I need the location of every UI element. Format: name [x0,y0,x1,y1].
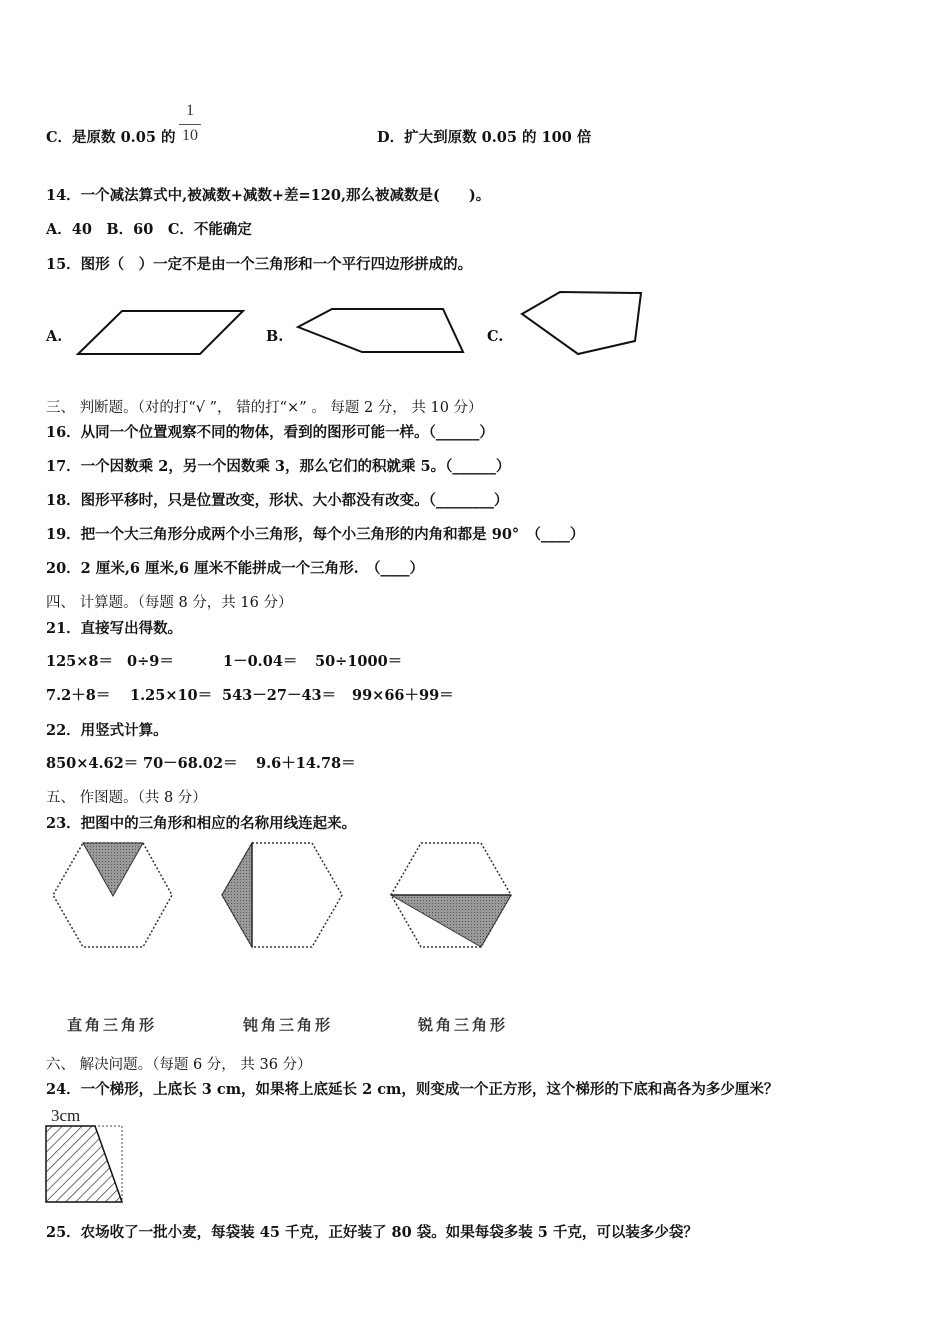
calc-item: 70－68.02＝ [143,755,238,772]
q17: 17．一个因数乘 2，另一个因数乘 3，那么它们的积就乘 5。（______） [46,458,511,475]
section4-heading: 四、 计算题。（每题 8 分，共 16 分） [46,595,293,611]
calc-item: 125×8＝ [46,653,114,670]
q19: 19．把一个大三角形分成两个小三角形，每个小三角形的内角和都是 90° （____） [46,526,585,543]
fraction-denominator: 10 [182,127,198,144]
label-acute-triangle: 锐角三角形 [418,1016,509,1034]
q15-option-b-label: B. [266,328,284,345]
q25: 25．农场收了一批小麦，每袋装 45 千克，正好装了 80 袋。如果每袋多装 5 千克，可以装多少袋？ [46,1224,698,1241]
section5-heading: 五、 作图题。（共 8 分） [46,790,207,806]
q15-stem: 15．图形（ ）一定不是由一个三角形和一个平行四边形拼成的。 [46,256,473,273]
calc-item: 0÷9＝ [127,653,174,670]
section6-heading: 六、 解决问题。（每题 6 分， 共 36 分） [46,1057,312,1073]
q24: 24．一个梯形，上底长 3 cm，如果将上底延长 2 cm，则变成一个正方形，这个梯形的下底和高各为多少厘米？ [46,1081,779,1098]
calc-item: 99×66＋99＝ [352,687,454,704]
calc-item: 1－0.04＝ [223,653,298,670]
q22: 22．用竖式计算。 [46,722,168,739]
q14-options: A．40 B．60 C．不能确定 [46,221,252,238]
section3-heading: 三、 判断题。（对的打“√ ”， 错的打“×” 。 每题 2 分， 共 10 分） [46,400,483,416]
q16: 16．从同一个位置观察不同的物体，看到的图形可能一样。（______） [46,424,494,441]
fraction-numerator: 1 [186,102,194,119]
calc-item: 7.2＋8＝ [46,687,111,704]
q15-option-c-label: C. [487,328,504,345]
trapezoid-dimension-label: 3cm [51,1106,81,1125]
calc-item: 1.25×10＝ [130,687,213,704]
q14-stem: 14．一个减法算式中,被减数+减数+差=120,那么被减数是( )。 [46,187,491,204]
q18: 18．图形平移时，只是位置改变，形状、大小都没有改变。（________） [46,492,509,509]
q23: 23．把图中的三角形和相应的名称用线连起来。 [46,815,357,832]
calc-item: 543－27－43＝ [222,687,337,704]
q15-option-a-label: A. [46,328,63,345]
label-right-triangle: 直角三角形 [67,1016,158,1034]
q21: 21．直接写出得数。 [46,620,183,637]
q20: 20．2 厘米,6 厘米,6 厘米不能拼成一个三角形. （____） [46,560,424,577]
calc-item: 850×4.62＝ [46,755,139,772]
q13-option-c: C．是原数 0.05 的 [46,129,176,146]
label-obtuse-triangle: 钝角三角形 [243,1016,334,1034]
calc-item: 50÷1000＝ [315,653,403,670]
q13-option-d: D．扩大到原数 0.05 的 100 倍 [377,129,592,146]
calc-item: 9.6＋14.78＝ [256,755,356,772]
